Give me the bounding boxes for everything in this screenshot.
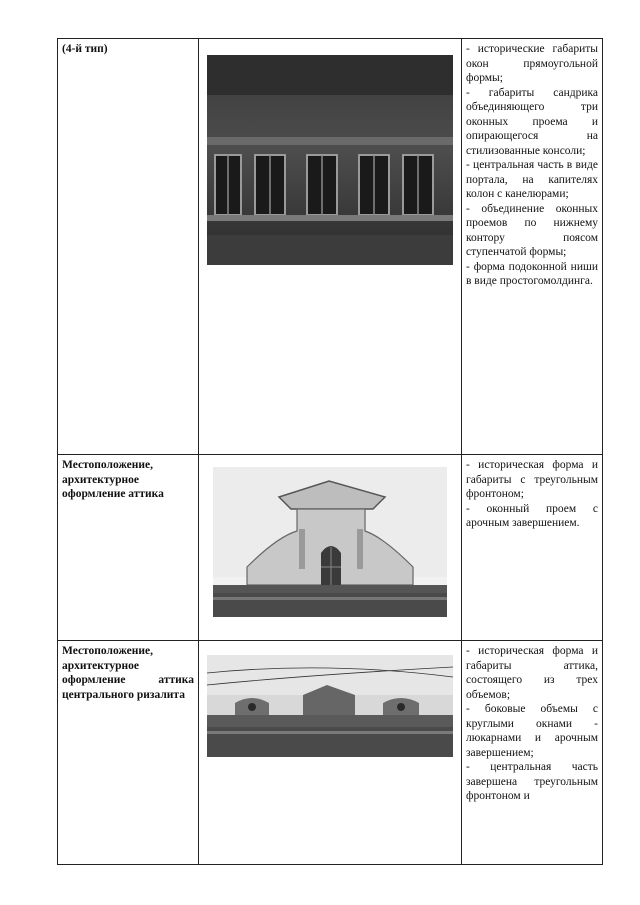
central-risalit-attic-photo	[207, 655, 453, 757]
feature-label-cell	[58, 641, 199, 865]
description-item: - исторические габариты окон прямоугольной формы;	[466, 43, 598, 84]
photo-cell	[199, 39, 462, 455]
feature-description	[466, 42, 598, 289]
description-item: - центральная часть в виде портала, на капителях колон с канелюрами;	[466, 159, 598, 200]
facade-windows-photo	[207, 55, 453, 265]
heritage-features-table	[57, 38, 603, 865]
description-item: - центральная часть завершена треугольным фронтоном и	[466, 761, 598, 802]
description-cell	[462, 39, 603, 455]
feature-label-cell	[58, 455, 199, 641]
attic-pediment-photo	[213, 467, 447, 617]
table-row	[58, 39, 603, 455]
description-item: - оконный проем с арочным завершением.	[466, 502, 598, 529]
description-item: - боковые объемы с круглыми окнами - люкарнами и арочным завершением;	[466, 703, 598, 759]
feature-description	[466, 458, 598, 531]
feature-label: Местоположение, архитектурное оформление аттика центрального ризалита	[62, 645, 194, 701]
table-row	[58, 455, 603, 641]
description-item: - объединение оконных проемов по нижнему контору поясом ступенчатой формы;	[466, 202, 598, 258]
description-item: - форма подоконной ниши в виде простогомолдинга.	[466, 260, 598, 287]
table-row	[58, 641, 603, 865]
feature-label: Местоположение, архитектурное оформление аттика	[62, 459, 164, 500]
feature-label: (4-й тип)	[62, 43, 108, 55]
feature-description	[466, 644, 598, 804]
photo-cell	[199, 455, 462, 641]
description-cell	[462, 455, 603, 641]
description-item: - историческая форма и габариты с треугольным фронтоном;	[466, 459, 598, 500]
photo-cell	[199, 641, 462, 865]
feature-label-cell	[58, 39, 199, 455]
description-cell	[462, 641, 603, 865]
description-item: - габариты сандрика объединяющего три оконных проема и опирающегося на стилизованные консоли;	[466, 86, 598, 157]
description-item: - историческая форма и габариты аттика, состоящего из трех объемов;	[466, 645, 598, 701]
